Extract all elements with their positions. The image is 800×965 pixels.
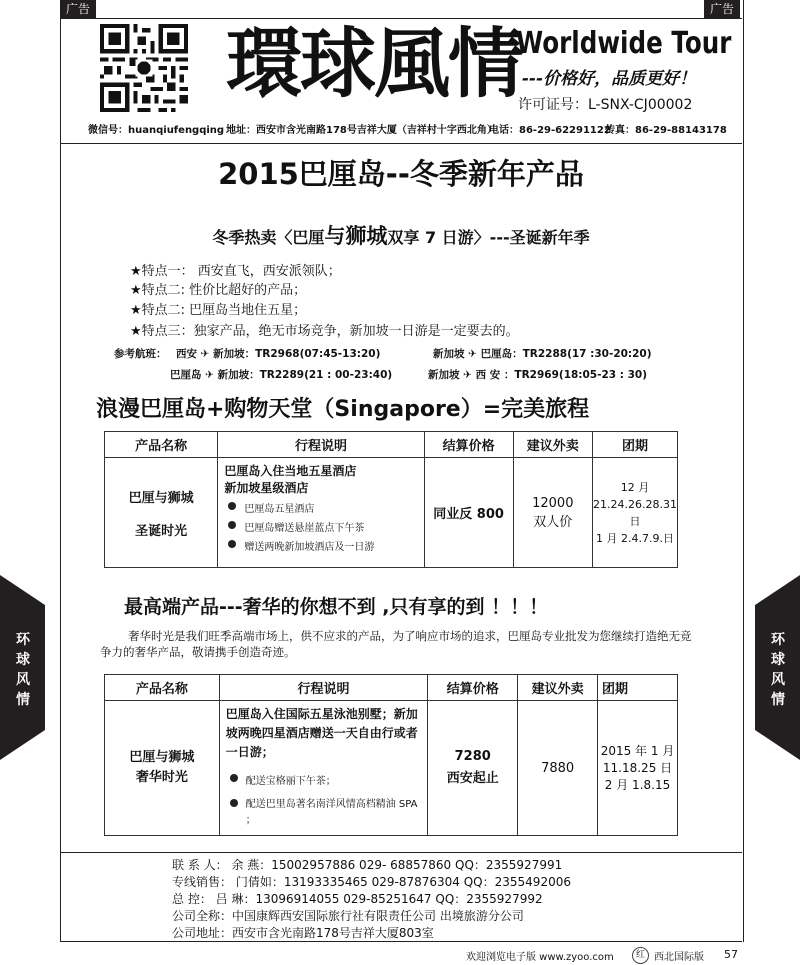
slogan: ---价格好，品质更好！ — [522, 69, 697, 89]
headline-luxury: 最高端产品---奢华的你想不到 ,只有享的到 ！！！ — [124, 596, 549, 618]
date-line: 11.18.25 日 — [602, 760, 673, 775]
bullet-icon — [228, 502, 236, 510]
contact-line: 总 控： 吕 琳：13096914055 029-85251647 QQ：2355927992 — [172, 892, 543, 906]
divider — [60, 143, 742, 144]
bullet-icon — [228, 540, 236, 548]
list-item: 配送巴里岛著名南洋风情高档精油 SPA ； — [230, 797, 422, 829]
col-header: 团期 — [592, 432, 677, 458]
qr-code-icon — [100, 24, 188, 112]
col-header: 行程说明 — [218, 432, 424, 458]
list-item: 巴厘岛五星酒店 — [228, 500, 417, 515]
page-number: 57 — [724, 948, 738, 961]
contact-line: 联 系 人： 余 燕：15002957886 029- 68857860 QQ：2355927991 — [172, 858, 563, 872]
col-header: 产品名称 — [105, 675, 220, 701]
license-number: 许可证号：L-SNX-CJ00002 — [518, 97, 693, 113]
itinerary-cell — [219, 701, 428, 836]
bullet-icon — [230, 774, 238, 782]
flight-info: 新加坡 ✈ 西 安 ：TR2969(18:05-23 : 30) — [428, 369, 648, 381]
col-header: 团期 — [598, 675, 678, 701]
ad-label-right: 广告 — [704, 0, 740, 18]
table-row — [105, 701, 678, 836]
dates-cell — [598, 701, 678, 836]
feature-item: ★特点一： 西安直飞，西安派领队； — [130, 264, 341, 279]
table-header-row — [105, 675, 678, 701]
col-header: 结算价格 — [428, 675, 518, 701]
table-header-row — [105, 432, 678, 458]
col-header: 行程说明 — [219, 675, 428, 701]
product-name: 巴厘与狮城 — [129, 750, 195, 765]
table-row — [105, 458, 678, 568]
date-line: 12 月 — [620, 480, 650, 494]
company-address: 公司地址：西安市含光南路178号吉祥大厦803室 — [172, 926, 434, 940]
phone: 电话：86-29-62291122 — [489, 125, 611, 136]
wechat-id: 微信号：huanqiufengqing — [88, 125, 225, 136]
retail-cell: 7880 — [518, 701, 598, 836]
feature-item: ★特点二: 性价比超好的产品； — [130, 283, 307, 298]
flights-label: 参考航班： — [114, 348, 167, 360]
fax: 传真：86-29-88143178 — [605, 125, 727, 136]
product-name: 圣诞时光 — [135, 523, 188, 539]
ad-label-left: 广告 — [60, 0, 96, 18]
footer-edition: 西北国际版 — [654, 952, 704, 963]
list-item: 配送宝格丽下午茶； — [230, 772, 422, 787]
brand-english: Worldwide Tour — [516, 26, 732, 61]
side-text-left: 环 球 风 情 — [16, 632, 30, 708]
dates-cell — [592, 458, 677, 568]
region-badge: 红 — [632, 947, 649, 964]
luxury-description: 奢华时光是我们旺季高端市场上，供不应求的产品，为了响应市场的追求，巴厘岛专业批发为您继续打造绝无竞争力的奢华产品，敬请携手创造奇迹。 — [100, 629, 692, 659]
product-name: 巴厘与狮城 — [128, 490, 194, 506]
retail-price: 12000 — [532, 495, 574, 511]
flight-info: 巴厘岛 ✈ 新加坡：TR2289(21 : 00-23:40) — [170, 369, 393, 381]
date-line: 21.24.26.28.31 日 — [593, 497, 677, 528]
col-header: 建议外卖 — [518, 675, 598, 701]
address: 地址：西安市含光南路178号吉祥大厦（吉祥村十字西北角） — [226, 125, 497, 136]
bullet-icon — [230, 799, 238, 807]
col-header: 产品名称 — [105, 432, 218, 458]
date-line: 1 月 2.4.7.9.日 — [596, 531, 674, 545]
side-text-right: 环 球 风 情 — [771, 632, 785, 708]
date-line: 2015 年 1 月 — [600, 743, 675, 758]
retail-cell — [513, 458, 592, 568]
contact-line: 专线销售： 门倩如：13193335465 029-87876304 QQ：2355492006 — [172, 875, 571, 889]
feature-item: ★特点三：独家产品，绝无市场竞争，新加坡一日游是一定要去的。 — [130, 324, 519, 339]
feature-item: ★特点二: 巴厘岛当地住五星； — [130, 303, 307, 318]
product-name: 奢华时光 — [135, 770, 188, 785]
itinerary-line: 新加坡星级酒店 — [224, 481, 309, 495]
product-table-luxury — [104, 674, 678, 836]
price-note: 西安起止 — [446, 771, 499, 786]
price-cell — [428, 701, 518, 836]
product-name-cell — [105, 701, 220, 836]
company-name: 公司全称：中国康辉西安国际旅行社有限责任公司 出境旅游分公司 — [172, 909, 524, 923]
footer-url: 欢迎浏览电子版 www.zyoo.com — [466, 952, 614, 963]
price-value: 7280 — [454, 749, 491, 764]
headline-romantic: 浪漫巴厘岛+购物天堂（Singapore）=完美旅程 — [96, 397, 590, 422]
col-header: 建议外卖 — [513, 432, 592, 458]
itinerary-cell — [218, 458, 424, 568]
itinerary-line: 巴厘岛入住当地五星酒店 — [224, 464, 357, 478]
bullet-icon — [228, 521, 236, 529]
divider — [60, 941, 742, 942]
flight-info: 新加坡 ✈ 巴厘岛：TR2288(17 :30-20:20) — [433, 348, 652, 360]
product-table-christmas — [104, 431, 678, 568]
itinerary-line: 巴厘岛入住国际五星泳池别墅；新加坡两晚四星酒店赠送一天自由行或者一日游； — [225, 707, 418, 759]
date-line: 2 月 1.8.15 — [604, 777, 671, 792]
divider — [60, 852, 742, 853]
brand-logo: 環球風情 — [226, 19, 522, 108]
list-item: 赠送两晚新加坡酒店及一日游 — [228, 538, 417, 553]
product-name-cell — [105, 458, 218, 568]
list-item: 巴厘岛赠送悬崖蓝点下午茶 — [228, 519, 417, 534]
page-title: 2015巴厘岛--冬季新年产品 — [218, 157, 584, 191]
product-subtitle: 冬季热卖〈巴厘与狮城双享 7 日游〉---圣诞新年季 — [212, 224, 590, 248]
retail-note: 双人价 — [533, 514, 573, 530]
col-header: 结算价格 — [424, 432, 513, 458]
price-cell: 同业反 800 — [424, 458, 513, 568]
flight-info: 西安 ✈ 新加坡：TR2968(07:45-13:20) — [176, 348, 381, 360]
